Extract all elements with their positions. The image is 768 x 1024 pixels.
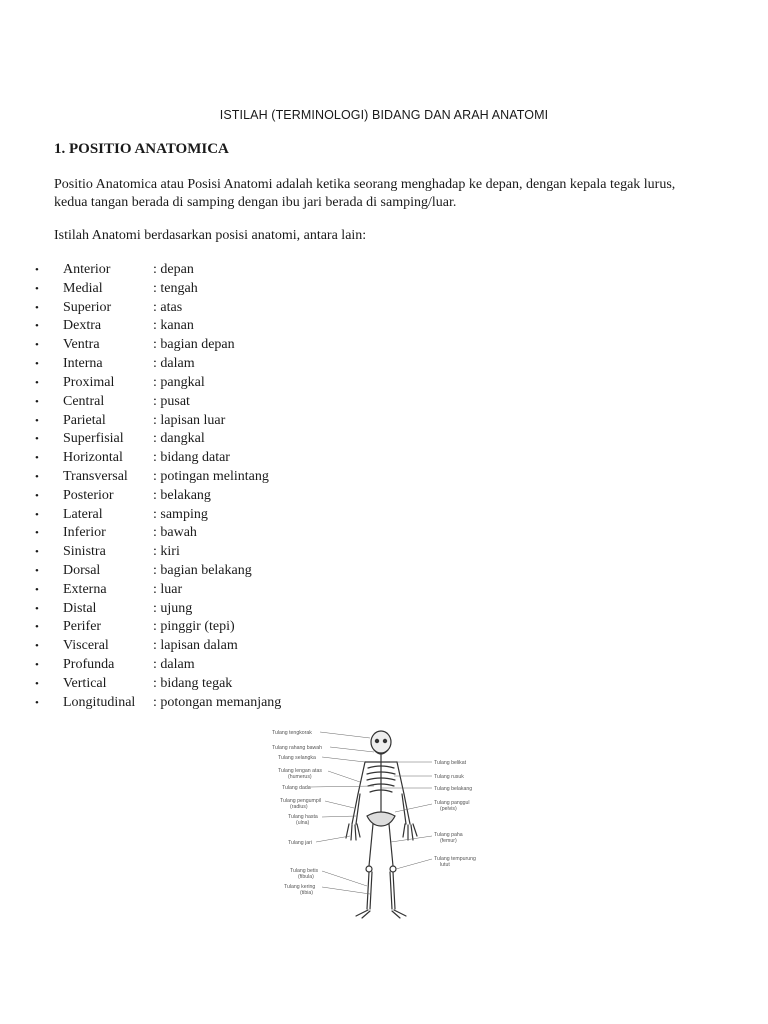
term-name: Distal xyxy=(63,600,97,616)
bullet-icon: • xyxy=(35,527,39,540)
bullet-icon: • xyxy=(35,264,39,276)
label-betis: Tulang betis xyxy=(290,868,319,874)
label-tempurung: Tulang tempurung xyxy=(434,856,476,862)
term-meaning: : bidang tegak xyxy=(153,675,233,691)
term-name: Sinistra xyxy=(63,544,106,560)
definition-line-2: kedua tangan berada di samping dengan ibu jari berada di samping/luar. xyxy=(54,195,457,210)
term-name: Dextra xyxy=(63,318,102,334)
label-jari: Tulang jari xyxy=(288,840,313,846)
label-kering: Tulang kering xyxy=(284,884,316,890)
bullet-icon: • xyxy=(35,414,39,427)
label-rusuk: Tulang rusuk xyxy=(434,774,464,780)
bullet-icon: • xyxy=(35,376,39,389)
term-meaning: : samping xyxy=(153,506,208,522)
left-labels xyxy=(272,730,322,896)
label-belakang: Tulang belakang xyxy=(434,786,473,792)
term-name: Lateral xyxy=(63,506,103,522)
bullet-icon: • xyxy=(35,452,39,465)
term-meaning: : dalam xyxy=(153,657,195,673)
term-meaning: : luar xyxy=(153,581,183,597)
term-meaning: : lapisan luar xyxy=(153,412,226,428)
term-name: Transversal xyxy=(63,468,128,484)
term-meaning: : tengah xyxy=(153,280,198,296)
term-meaning: : depan xyxy=(153,262,194,277)
bullet-icon: • xyxy=(35,640,39,653)
term-meaning: : bagian belakang xyxy=(153,563,252,578)
term-meaning: : dalam xyxy=(153,356,195,372)
term-meaning: : belakang xyxy=(153,487,211,503)
term-name: Longitudinal xyxy=(63,694,136,710)
skeleton-illustration xyxy=(346,731,417,918)
label-lutut: lutut xyxy=(440,862,450,868)
right-labels xyxy=(434,760,476,868)
term-name: Externa xyxy=(63,581,107,597)
term-meaning: : potongan memanjang xyxy=(153,694,282,710)
term-name: Inferior xyxy=(63,525,106,541)
label-belikat: Tulang belikat xyxy=(434,760,467,766)
label-pengumpil: Tulang pengumpil xyxy=(280,798,322,804)
label-humerus: (humerus) xyxy=(288,774,312,780)
bullet-icon: • xyxy=(35,602,39,615)
label-tibia: (tibia) xyxy=(300,890,313,896)
label-tengkorak: Tulang tengkorak xyxy=(272,730,312,736)
term-name: Central xyxy=(63,393,105,409)
term-name: Interna xyxy=(63,356,103,372)
term-name: Visceral xyxy=(63,638,109,654)
term-meaning: : lapisan dalam xyxy=(153,638,238,654)
term-name: Posterior xyxy=(63,487,114,503)
bullet-icon: • xyxy=(35,433,39,446)
definition-line-1: Positio Anatomica atau Posisi Anatomi adalah ketika seorang menghadap ke depan, dengan kepala tegak lurus, xyxy=(54,177,676,192)
bullet-icon: • xyxy=(35,470,39,483)
label-paha: Tulang paha xyxy=(434,832,463,838)
term-meaning: : dangkal xyxy=(153,431,205,447)
bullet-icon: • xyxy=(35,621,39,634)
label-rahang-bawah: Tulang rahang bawah xyxy=(272,745,322,751)
bullet-icon: • xyxy=(35,508,39,521)
section-heading: 1. POSITIO ANATOMICA xyxy=(54,141,229,157)
bullet-icon: • xyxy=(35,696,39,709)
label-radius: (radius) xyxy=(290,804,308,810)
term-name: Superior xyxy=(63,299,112,315)
left-label-lines xyxy=(310,732,374,894)
term-name: Perifer xyxy=(63,619,102,635)
term-name: Ventra xyxy=(63,337,100,353)
label-ulna: (ulna) xyxy=(296,820,310,826)
label-dada: Tulang dada xyxy=(282,785,311,791)
bullet-icon: • xyxy=(35,546,39,559)
term-meaning: : bagian depan xyxy=(153,337,235,353)
label-pelvis: (pelvis) xyxy=(440,806,457,812)
skeleton-figure xyxy=(270,724,490,934)
label-fibula: (fibula) xyxy=(298,874,314,880)
term-name: Dorsal xyxy=(63,563,101,578)
bullet-icon: • xyxy=(35,489,39,502)
bullet-icon: • xyxy=(35,583,39,596)
label-lengan-atas: Tulang lengan atas xyxy=(278,768,322,774)
bullet-icon: • xyxy=(35,565,39,577)
bullet-icon: • xyxy=(35,659,39,672)
term-name: Medial xyxy=(63,280,103,296)
definition-paragraph xyxy=(54,176,714,212)
term-meaning: : ujung xyxy=(153,600,193,616)
bullet-icon: • xyxy=(35,320,39,333)
term-meaning: : pusat xyxy=(153,393,190,409)
label-selangka: Tulang selangka xyxy=(278,755,316,761)
bullet-icon: • xyxy=(35,677,39,690)
intro-paragraph: Istilah Anatomi berdasarkan posisi anatomi, antara lain: xyxy=(54,228,367,243)
term-meaning: : pinggir (tepi) xyxy=(153,619,235,635)
term-name: Superfisial xyxy=(63,431,124,447)
term-name: Parietal xyxy=(63,412,106,428)
term-name: Proximal xyxy=(63,374,115,390)
label-femur: (femur) xyxy=(440,838,457,844)
term-name: Vertical xyxy=(63,675,107,691)
bullet-icon: • xyxy=(35,301,39,314)
bullet-icon: • xyxy=(35,282,39,295)
term-name: Anterior xyxy=(63,262,111,277)
bullet-icon: • xyxy=(35,395,39,408)
term-meaning: : bidang datar xyxy=(153,450,230,466)
label-panggul: Tulang panggul xyxy=(434,800,470,806)
term-meaning: : kiri xyxy=(153,544,180,560)
page-title: ISTILAH (TERMINOLOGI) BIDANG DAN ARAH ANATOMI xyxy=(219,108,549,122)
term-meaning: : pangkal xyxy=(153,374,205,390)
bullet-icon: • xyxy=(35,358,39,371)
term-meaning: : potingan melintang xyxy=(153,468,269,484)
term-meaning: : bawah xyxy=(153,525,197,541)
bullet-icon: • xyxy=(35,339,39,352)
label-hasta: Tulang hasta xyxy=(288,814,318,820)
term-meaning: : atas xyxy=(153,299,183,315)
term-name: Profunda xyxy=(63,657,115,673)
term-name: Horizontal xyxy=(63,450,123,466)
term-meaning: : kanan xyxy=(153,318,194,334)
